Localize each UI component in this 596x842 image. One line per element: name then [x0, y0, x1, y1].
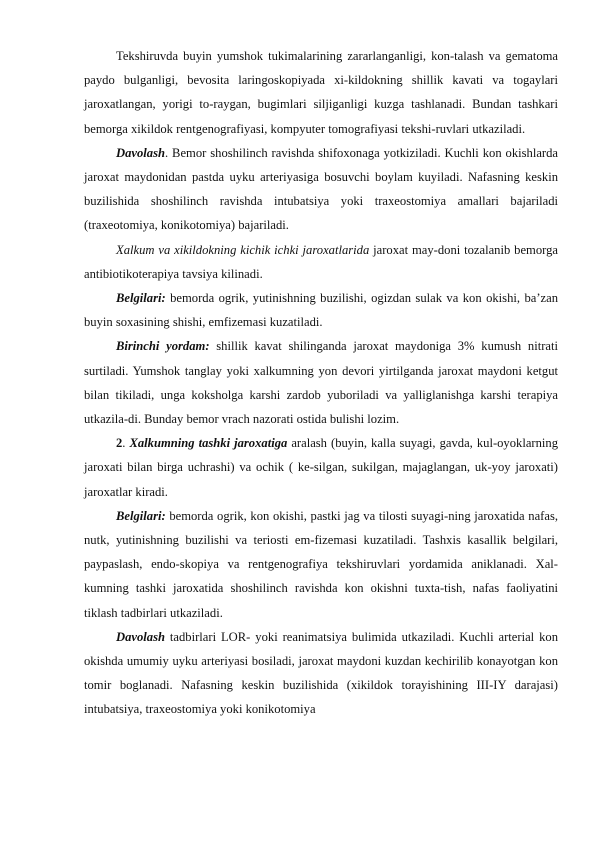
paragraph-text: bemorda ogrik, kon okishi, pastki jag va tilosti suyagi-ning jaroxatida nafas, nutk, yutinishning buzilishi va teriosti em-fizemasi kuzatiladi. Tashxis kasallik belgilari, paypaslash, endo-skopiya va rentgenografiya tekshiruvlari yordamida aniklanadi. Xal-kumning tashki jaroxatida shoshilinch ravishda kon okishni tuxta-tish, nafas faoliyatini tiklash tadbirlari utkaziladi. — [84, 508, 558, 620]
paragraph-text: bemorda ogrik, yutinishning buzilishi, ogizdan sulak va kon okishi, ba’zan buyin soxasining shishi, emfizemasi kuzatiladi. — [84, 291, 558, 330]
paragraph-lead: Xalkumning tashki jaroxatiga — [129, 436, 288, 451]
paragraph-treatment-1 — [84, 141, 558, 238]
document-page — [84, 44, 558, 722]
paragraph-text: tadbirlari LOR- yoki reanimatsiya bulimida utkaziladi. Kuchli arterial kon okishda umumiy uyku arteriyasi bosiladi, jaroxat maydoni kuzdan kechirilib konayotgan kon tomir boglanadi. Nafasning keskin buzilishida (xikildok torayishining III-IY darajasi) intubatsiya, traxeostomiya yoki konikotomiya — [84, 629, 558, 717]
paragraph-text: jaroxat may-doni tozalanib bemorga antibiotikoterapiya tavsiya kilinadi. — [84, 242, 558, 281]
paragraph-lead: Davolash — [116, 145, 165, 160]
paragraph-examination — [84, 44, 558, 141]
paragraph-lead: Birinchi yordam: — [116, 339, 210, 354]
paragraph-lead: Davolash — [116, 629, 165, 644]
paragraph-symptoms-1 — [84, 286, 558, 334]
paragraph-lead: Xalkum va xikildokning kichik ichki jaroxatlarida — [116, 242, 370, 257]
paragraph-minor-internal-wounds — [84, 238, 558, 286]
paragraph-text: . Bemor shoshilinch ravishda shifoxonaga yotkiziladi. Kuchli kon okishlarda jaroxat maydonidan pastda uyku arteriyasiga bosuvchi boylam kuyiladi. Nafasning keskin buzilishida shoshilinch ravishda intubatsiya yoki traxeostomiya amallari bajariladi (traxeotomiya, konikotomiya) bajariladi. — [84, 145, 558, 233]
paragraph-external-wounds: 2. Xalkumning tashki jaroxatiga aralash (buyin, kalla suyagi, gavda, kul-oyoklarning jaroxati bilan birga uchrashi) va ochik ( ke-silgan, sukilgan, majaglangan, uk-yoy jaroxati) jaroxatlar kiradi. — [84, 436, 558, 499]
paragraph-first-aid — [84, 334, 558, 431]
paragraph-text: Tekshiruvda buyin yumshok tukimalarining zararlanganligi, kon-talash va gematoma paydo bulganligi, bevosita laringoskopiyada xi-kildokning shillik kavati va togaylari jaroxatlangan, yorigi to-raygan, bugimlari siljiganligi kuzga tashlanadi. Bundan tashkari bemorga xikildok rentgenografiyasi, kompyuter tomografiyasi tekshi-ruvlari utkaziladi. — [84, 49, 558, 136]
paragraph-symptoms-2 — [84, 504, 558, 625]
paragraph-treatment-2 — [84, 625, 558, 722]
section-number: 2 — [116, 436, 123, 451]
paragraph-lead: Belgilari: — [116, 508, 166, 523]
paragraph-text: shillik kavat shilinganda jaroxat maydoniga 3% kumush nitrati surtiladi. Yumshok tanglay yoki xalkumning yon devori yirtilganda jaroxat maydoni ketgut bilan tikiladi, unga koksholga karshi zardob yuboriladi va yalliglanishga karshi terapiya utkazila-di. Bunday bemor vrach nazorati ostida bulishi lozim. — [84, 339, 558, 427]
paragraph-lead: Belgilari: — [116, 291, 166, 306]
paragraph-text: aralash (buyin, kalla suyagi, gavda, kul-oyoklarning jaroxati bilan birga uchrashi) va ochik ( ke-silgan, sukilgan, majaglangan, uk-yoy jaroxati) jaroxatlar kiradi. — [84, 436, 558, 499]
